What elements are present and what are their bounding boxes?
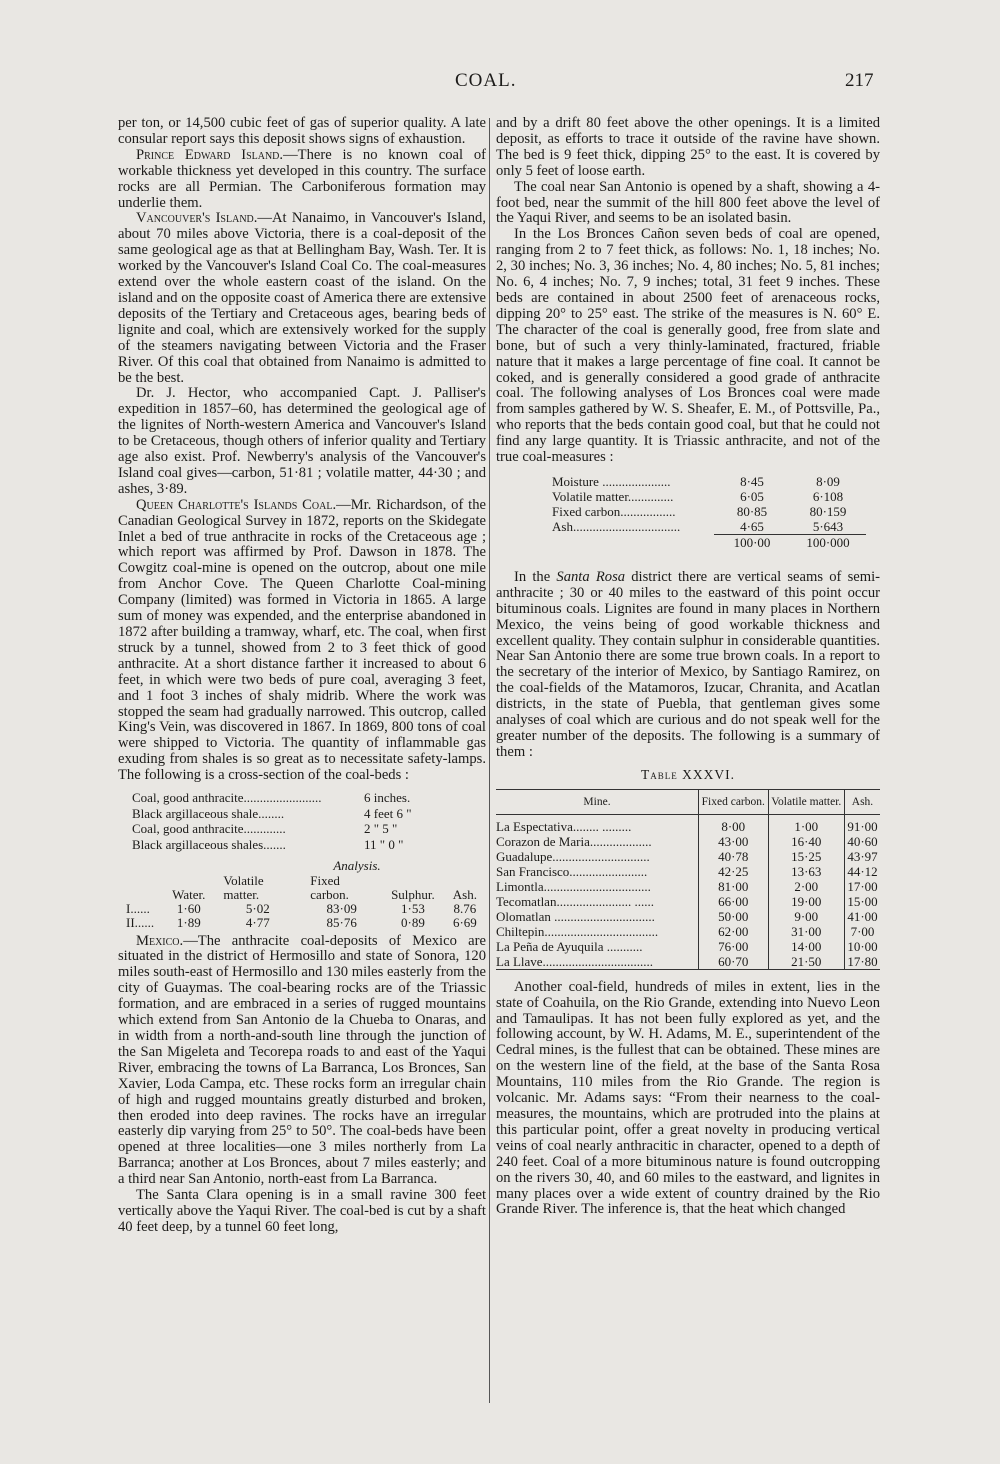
table-row — [496, 909, 880, 924]
paragraph: per ton, or 14,500 cubic feet of gas of superior quality. A late consular report says this deposit shows signs of exhaustion. — [118, 115, 486, 147]
totals-row — [552, 534, 866, 550]
table-cell: 62·00 — [699, 924, 769, 939]
total-cell: 100·00 — [714, 534, 790, 550]
cross-section-row — [132, 821, 486, 837]
section-heading: Prince Edward Island. — [136, 146, 284, 163]
mine-name: Tecomatlan....................... ...... — [496, 893, 654, 909]
table-cell: 5·02 — [245, 900, 270, 916]
column-header — [126, 874, 163, 902]
mine-name: Guadalupe.............................. — [496, 848, 650, 864]
table-cell: 66·00 — [699, 894, 769, 909]
cross-section-row — [132, 806, 486, 822]
column-header: Sulphur. — [391, 886, 435, 902]
paragraph-los-bronces: In the Los Bronces Cañon seven beds of coal are opened, ranging from 2 to 7 feet thick, as follows: No. 1, 18 inches; No. 2, 30 inches; No. 3, 36 inches; No. 4, 80 inches; No. 5, 81 inches; No. 6, 4 inches; No. 7, 9 inches; total, 31 feet 9 inches. These beds are contained in about 2500 feet of arenaceous rocks, dipping 20° to 25° east. The strike of the measures is N. 60° E. The character of the coal is generally good, free from slate and bone, but of such a very thinly-laminated, fractured, friable nature that it makes a large percentage of fine coal. It cannot be coked, and is generally considered a good grade of anthracite coal. The following analyses of Los Bronces coal were made from samples gathered by W. S. Sheafer, E. M., of Pottsville, Pa., who reports that the beds contain good coal, but that he could not find any large quantity. It is Triassic anthracite, and not of the true coal-measures : — [496, 226, 880, 466]
paragraph-mexico — [118, 934, 486, 1189]
table-cell: 83·09 — [326, 900, 357, 916]
table-cell: 81·00 — [699, 879, 769, 894]
paragraph-text: —The anthracite coal-deposits of Mexico are situated in the district of Hermosillo and state of Sonora, 120 miles south-east of Hermosillo and 130 miles easterly from the city of Guaymas. The coal-bearing rocks are of the Triassic formation, and are embraced in a series of rugged mountains which extend from San Antonio de la Chueba to Onaras, and in width from a north-and-south line through the junction of the San Migeleta and Tecorepa roads to and east of the Yaqui River, embracing the towns of La Barranca, Los Bronces, San Xavier, Loda Campa, etc. These rocks form an irregular chain of high and rugged mountains greatly disturbed and broken, then eroded into deep ravines. The rocks have an irregular easterly dip varying from 25° to 50°. The coal-beds have been opened at three localities—one 3 miles northerly from La Barranca; another at Los Bronces, about 7 miles easterly; and a third near San Antonio, north-east from La Barranca. — [118, 932, 486, 1188]
row-label: Ash................................. — [552, 519, 681, 535]
table-row — [496, 879, 880, 894]
table-cell: 13·63 — [768, 864, 844, 879]
mines-header-row — [496, 789, 880, 814]
table-cell: 15·00 — [844, 894, 880, 909]
table-cell: 80·85 — [736, 503, 768, 519]
table-cell: 8·00 — [699, 814, 769, 834]
table-row — [126, 916, 486, 930]
column-header: Fixed carbon. — [699, 789, 769, 814]
table-cell: 17·00 — [844, 879, 880, 894]
row-label: Moisture ..................... — [552, 473, 671, 489]
table-cell: 8.76 — [453, 900, 477, 916]
table-cell: 7·00 — [844, 924, 880, 939]
paragraph-text: —At Nanaimo, in Vancouver's Island, about 70 miles above Victoria, there is a coal-deposit of the same geological age as that at Bellingham Bay, Wash. Ter. It is worked by the Vancouver's Island Coal Co. The coal-measures extend over the whole eastern coast of the island. On the island and on the opposite coast of America there are extensive deposits of the Tertiary and Cretaceous ages, bearing beds of lignite and coal, which are extensively worked for the supply of the steamers navigating between Victoria and the Fraser River. Of this coal that obtained from Nanaimo is admitted to be the best. — [118, 210, 486, 386]
table-cell: 4·77 — [245, 914, 270, 930]
table-cell: 15·25 — [768, 849, 844, 864]
mine-name: Chiltepin................................... — [496, 923, 659, 939]
table-cell: 4·65 — [740, 518, 764, 534]
section-heading: Queen Charlotte's Islands Coal. — [136, 496, 337, 513]
left-column — [118, 116, 486, 1236]
paragraph: and by a drift 80 feet above the other openings. It is a limited deposit, as efforts to trace it outside of the ravine have shown. The bed is 9 feet thick, dipping 25° to the east. It is covered by only 5 feet of loose earth. — [496, 115, 880, 179]
table-cell: 0·89 — [401, 914, 425, 930]
mine-name: La Peña de Ayuquila ........... — [496, 938, 643, 954]
table-row — [126, 902, 486, 916]
column-header: Water. — [172, 886, 206, 902]
paragraph-hector: Dr. J. Hector, who accompanied Capt. J. Palliser's expedition in 1857–60, has determined the geological age of the lignites of North-western America and Vancouver's Island to be Cretaceous, though others of inferior quality and Tertiary age also exist. Prof. Newberry's analysis of the Vancouver's Island coal gives—carbon, 51·81 ; volatile matter, 44·30 ; and ashes, 3·89. — [118, 385, 486, 497]
table-cell: 1·89 — [176, 914, 201, 930]
table-row — [496, 849, 880, 864]
running-header — [0, 70, 1000, 100]
table-cell: 9·00 — [768, 909, 844, 924]
page-number: 217 — [845, 70, 874, 91]
table-cell: 1·00 — [768, 814, 844, 834]
mine-name: Limontla................................. — [496, 878, 651, 894]
analysis-block — [118, 858, 486, 930]
table-cell: 5·643 — [812, 518, 844, 534]
emphasis: Santa Rosa — [556, 568, 626, 585]
row-label: Fixed carbon................. — [552, 503, 676, 519]
mine-name: La Llave.................................. — [496, 953, 654, 969]
table-cell: 41·00 — [844, 909, 880, 924]
mine-name: San Francisco........................ — [496, 863, 648, 879]
bed-name: Black argillaceous shales....... — [132, 836, 286, 852]
column-header: Volatile matter. — [768, 789, 844, 814]
table-cell: 76·00 — [699, 939, 769, 954]
table-row — [552, 519, 866, 535]
table-row — [496, 834, 880, 849]
paragraph-text: —There is no known coal of workable thickness yet developed in this country. The surface rocks are all Permian. The Carboniferous formation may underlie them. — [118, 146, 486, 211]
table-cell: 91·00 — [844, 814, 880, 834]
bed-name: Coal, good anthracite............. — [132, 821, 286, 837]
table-row — [496, 939, 880, 954]
row-label: II...... — [126, 914, 155, 930]
table-cell: 8·45 — [740, 473, 764, 489]
bed-name: Black argillaceous shale........ — [132, 805, 285, 821]
cross-section-row — [132, 837, 486, 853]
table-cell: 8·09 — [816, 473, 840, 489]
paragraph-text: In the — [514, 568, 557, 585]
row-label — [552, 534, 714, 550]
table-row — [496, 864, 880, 879]
table-cell: 43·00 — [699, 834, 769, 849]
table-row — [496, 924, 880, 939]
table-cell: 60·70 — [699, 954, 769, 970]
table-cell: 40·60 — [844, 834, 880, 849]
paragraph-queen-charlotte — [118, 498, 486, 784]
paragraph-coahuila: Another coal-field, hundreds of miles in extent, lies in the state of Coahuila, on the Rio Grande, extending into Nuevo Leon and Tamaulipas. It has not been fully explored as yet, and the following account, by W. H. Adams, M. E., superintendent of the Cedral mines, is the fullest that can be obtained. These mines are on the western line of the field, at the base of the Santa Rosa Mountains, 110 miles from the Rio Grande. The region is volcanic. Mr. Adams says: “From their nearness to the coal-measures, the mountains, which are protruded into the plains at this particular point, offer a great novelty in producing vertical veins of coal nearly anthracitic in character, opened to a depth of 240 feet. Coal of a more bituminous nature is found outcropping on the rivers 30, 40, and 60 miles to the eastward, and lignites in many places over a wide extent of country drained by the Rio Grande River. The inference is, that the heat which changed — [496, 978, 880, 1218]
column-header: Ash. — [844, 789, 880, 814]
section-heading: Vancouver's Island. — [136, 210, 258, 227]
bed-thickness: 4 feet 6 " — [364, 805, 412, 821]
table-cell: 31·00 — [768, 924, 844, 939]
table-title: Table XXXVI. — [641, 766, 735, 782]
table-cell: 6·05 — [740, 488, 764, 504]
table-cell: 16·40 — [768, 834, 844, 849]
row-label: I...... — [126, 900, 150, 916]
table-cell: 44·12 — [844, 864, 880, 879]
paragraph: The coal near San Antonio is opened by a shaft, showing a 4-foot bed, near the summit of the hill 800 feet above the level of the Yaqui River, and seems to be an isolated basin. — [496, 178, 880, 227]
paragraph-text: district there are vertical seams of semi-anthracite ; 30 or 40 miles to the eastward of this point occur bituminous coals. Lignites are found in many places in Northern Mexico, the veins being of good workable thickness and excellent quality. They contain sulphur in considerable quantities. Near San Antonio there are some true brown coals. In a report to the secretary of the interior of Mexico, by Santiago Ramirez, on the coal-fields of the Matamoros, Izucar, Chranita, and Acatlan districts, in the state of Puebla, that gentleman gives some analyses of coal which are curious and do not speak well for the greater number of the deposits. The following is a summary of them : — [496, 568, 880, 760]
table-cell: 6·108 — [812, 488, 844, 504]
paragraph-vancouver-island — [118, 211, 486, 386]
bed-thickness: 11 " 0 " — [364, 836, 404, 852]
paragraph-prince-edward-island — [118, 148, 486, 212]
analysis-title: Analysis. — [333, 858, 381, 874]
right-column — [496, 116, 880, 1218]
table-cell: 2·00 — [768, 879, 844, 894]
table-cell: 21·50 — [768, 954, 844, 970]
column-header: Volatile matter. — [223, 872, 264, 902]
bed-thickness: 6 inches. — [364, 790, 411, 806]
bed-name: Coal, good anthracite........................ — [132, 790, 322, 806]
table-row — [552, 504, 866, 519]
cross-section-row — [132, 790, 486, 806]
section-heading: Mexico. — [136, 932, 184, 949]
table-row — [496, 894, 880, 909]
paragraph-santa-clara: The Santa Clara opening is in a small ravine 300 feet vertically above the Yaqui River. The coal-bed is cut by a shaft 40 feet deep, by a tunnel 60 feet long, — [118, 1187, 486, 1235]
mine-name: Corazon de Maria................... — [496, 833, 652, 849]
table-cell: 50·00 — [699, 909, 769, 924]
los-bronces-analysis-table — [552, 474, 866, 550]
table-cell: 85·76 — [326, 914, 357, 930]
paragraph-santa-rosa — [496, 570, 880, 761]
table-cell: 80·159 — [809, 503, 847, 519]
table-cell: 40·78 — [699, 849, 769, 864]
table-row — [496, 814, 880, 834]
bed-thickness: 2 " 5 " — [364, 821, 398, 837]
mines-table — [496, 789, 880, 970]
column-header: Ash. — [452, 886, 477, 902]
cross-section-list — [132, 790, 486, 852]
table-cell: 1·53 — [401, 900, 425, 916]
table-cell: 19·00 — [768, 894, 844, 909]
table-cell: 14·00 — [768, 939, 844, 954]
table-cell: 43·97 — [844, 849, 880, 864]
table-row — [552, 474, 866, 489]
table-cell: 1·60 — [176, 900, 201, 916]
column-divider — [489, 118, 490, 1403]
table-row — [496, 954, 880, 970]
table-cell: 17·80 — [844, 954, 880, 970]
mine-name: Olomatlan ............................... — [496, 908, 655, 924]
paragraph-text: —Mr. Richardson, of the Canadian Geological Survey in 1872, reports on the Skidegate Inlet a bed of true anthracite in rocks of the Cretaceous age ; which report was affirmed by Prof. Dawson in 1878. The Cowgitz coal-mine is opened on the outcrop, about one mile from Anchor Cove. The Queen Charlotte Coal-mining Company (limited) was formed in Victoria in 1865. A large sum of money was expended, and the enterprise abandoned in 1872 after building a tramway, wharf, etc. The coal, when first struck by a tunnel, showed from 2 to 3 feet thick of good anthracite. At a short distance farther it increased to about 6 feet, in which were two beds of pure coal, averaging 3 feet, and 1 foot 3 inches of shaly midrib. Where the work was stopped the seam had gradually narrowed. This outcrop, called King's Vein, was discovered in 1867. In 1869, 800 tons of coal were shipped to Victoria. The quantity of inflammable gas exuding from shales is so great as to necessitate safety-lamps. The following is a cross-section of the coal-beds : — [118, 496, 487, 784]
column-header: Fixed carbon. — [310, 872, 349, 902]
mine-name: La Espectativa........ ......... — [496, 818, 632, 834]
total-cell: 100·000 — [790, 534, 866, 550]
analysis-table — [126, 874, 486, 930]
table-cell: 42·25 — [699, 864, 769, 879]
running-title: COAL. — [455, 70, 517, 91]
analysis-header-row — [126, 874, 486, 902]
column-header: Mine. — [496, 789, 699, 814]
row-label: Volatile matter.............. — [552, 488, 674, 504]
table-cell: 6·69 — [452, 914, 477, 930]
table-cell: 10·00 — [844, 939, 880, 954]
table-row — [552, 489, 866, 504]
